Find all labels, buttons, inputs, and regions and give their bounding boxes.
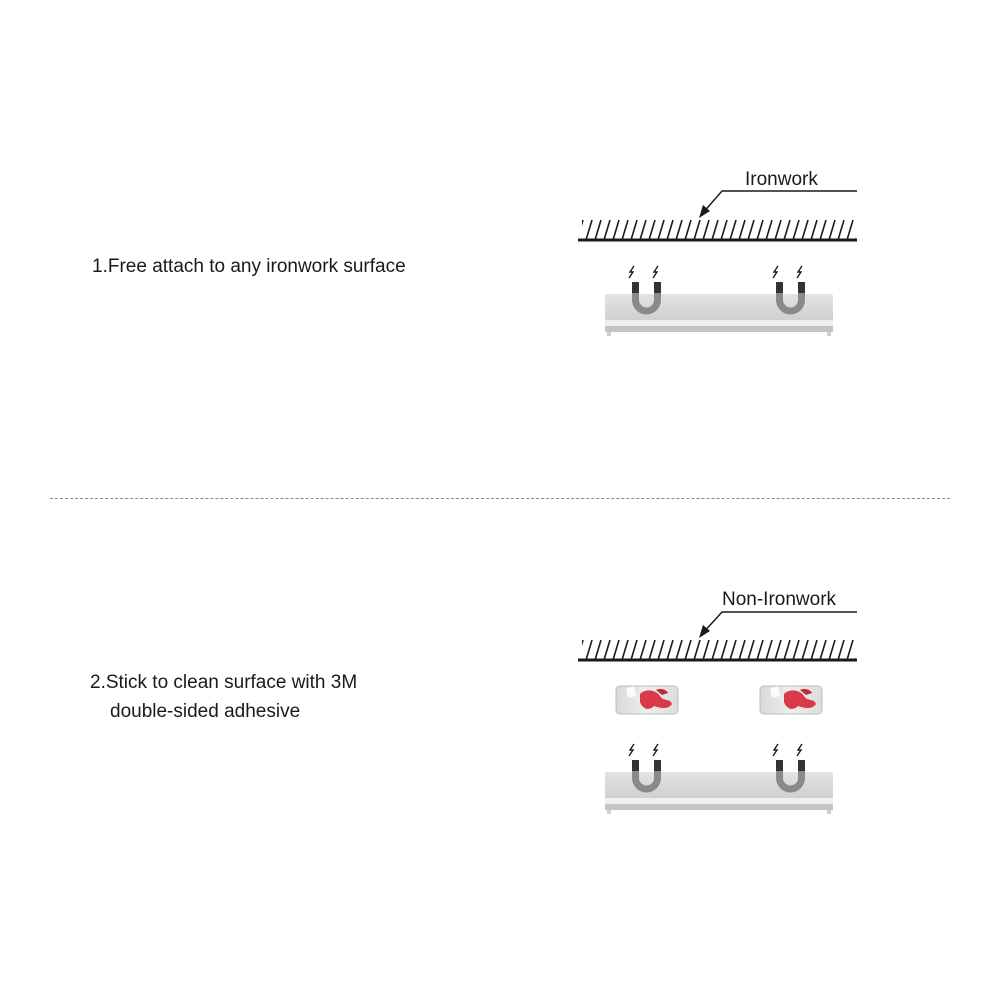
adhesive-pad-icon [616,686,678,714]
step2-line2: double-sided adhesive [110,701,301,722]
ironwork-label: Ironwork [745,169,818,190]
ironwork-callout [699,191,857,218]
non-ironwork-callout [699,612,857,638]
step2-line1: 2.Stick to clean surface with 3M [90,672,358,693]
step1-instruction: 1.Free attach to any ironwork surface [92,256,406,277]
adhesive-pad-icon [760,686,822,714]
non-ironwork-surface [578,640,857,660]
non-ironwork-label: Non-Ironwork [722,589,837,610]
ironwork-surface [578,220,857,240]
